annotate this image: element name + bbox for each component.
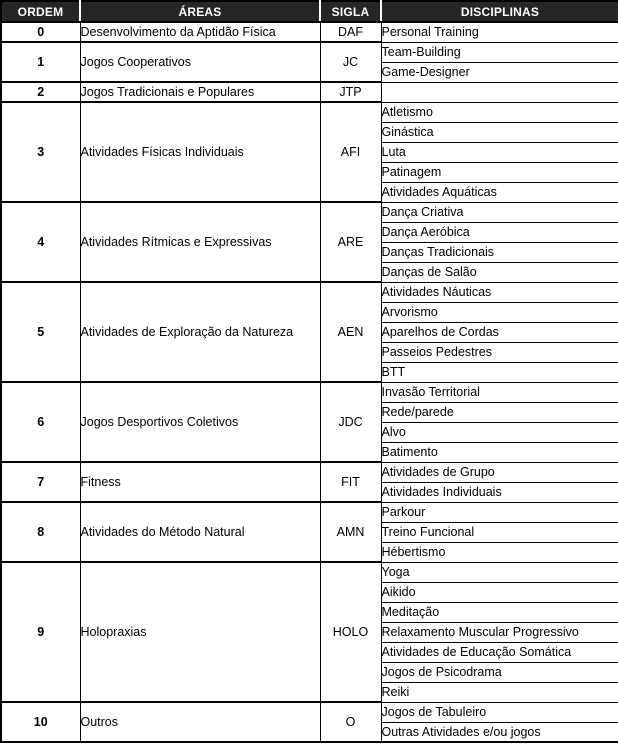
ordem-cell: 3 — [1, 102, 80, 202]
area-cell: Atividades Rítmicas e Expressivas — [80, 202, 320, 282]
disciplina-cell: Batimento — [381, 442, 618, 462]
disciplina-cell: Passeios Pedestres — [381, 342, 618, 362]
disciplina-cell: Meditação — [381, 602, 618, 622]
ordem-cell: 10 — [1, 702, 80, 742]
table-row — [1, 42, 618, 62]
disciplina-cell: BTT — [381, 362, 618, 382]
table-row — [1, 562, 618, 582]
disciplina-cell: Dança Criativa — [381, 202, 618, 222]
area-cell: Atividades do Método Natural — [80, 502, 320, 562]
disciplina-cell: Invasão Territorial — [381, 382, 618, 402]
disciplina-cell: Aikido — [381, 582, 618, 602]
disciplina-cell: Dança Aeróbica — [381, 222, 618, 242]
area-cell: Fitness — [80, 462, 320, 502]
table-row — [1, 382, 618, 402]
area-cell: Jogos Cooperativos — [80, 42, 320, 82]
sigla-cell: AMN — [320, 502, 381, 562]
disciplina-cell: Ginástica — [381, 122, 618, 142]
ordem-cell: 0 — [1, 22, 80, 42]
sigla-cell: AEN — [320, 282, 381, 382]
area-cell: Jogos Tradicionais e Populares — [80, 82, 320, 102]
table-row — [1, 22, 618, 42]
disciplina-cell: Atividades Individuais — [381, 482, 618, 502]
area-cell: Desenvolvimento da Aptidão Física — [80, 22, 320, 42]
area-cell: Outros — [80, 702, 320, 742]
disciplina-cell: Outras Atividades e/ou jogos — [381, 722, 618, 742]
disciplina-cell — [381, 82, 618, 102]
disciplina-cell: Team-Building — [381, 42, 618, 62]
disciplina-cell: Treino Funcional — [381, 522, 618, 542]
disciplina-cell: Alvo — [381, 422, 618, 442]
disciplina-cell: Aparelhos de Cordas — [381, 322, 618, 342]
ordem-cell: 6 — [1, 382, 80, 462]
ordem-cell: 9 — [1, 562, 80, 702]
sigla-cell: O — [320, 702, 381, 742]
disciplina-cell: Personal Training — [381, 22, 618, 42]
table-row — [1, 202, 618, 222]
sigla-cell: JTP — [320, 82, 381, 102]
sigla-cell: FIT — [320, 462, 381, 502]
table-row — [1, 102, 618, 122]
table-row — [1, 462, 618, 482]
sigla-cell: DAF — [320, 22, 381, 42]
disciplina-cell: Danças Tradicionais — [381, 242, 618, 262]
disciplina-cell: Patinagem — [381, 162, 618, 182]
area-cell: Holopraxias — [80, 562, 320, 702]
table-row — [1, 282, 618, 302]
sigla-cell: JDC — [320, 382, 381, 462]
disciplina-cell: Rede/parede — [381, 402, 618, 422]
area-cell: Jogos Desportivos Coletivos — [80, 382, 320, 462]
disciplina-cell: Parkour — [381, 502, 618, 522]
disciplina-cell: Jogos de Tabuleiro — [381, 702, 618, 722]
column-header-sigla: SIGLA — [320, 1, 381, 22]
column-header-areas: ÁREAS — [80, 1, 320, 22]
area-cell: Atividades de Exploração da Natureza — [80, 282, 320, 382]
sigla-cell: HOLO — [320, 562, 381, 702]
column-header-ordem: ORDEM — [1, 1, 80, 22]
disciplina-cell: Atividades Náuticas — [381, 282, 618, 302]
disciplina-cell: Game-Designer — [381, 62, 618, 82]
disciplina-cell: Atividades de Educação Somática — [381, 642, 618, 662]
disciplina-cell: Atividades de Grupo — [381, 462, 618, 482]
disciplina-cell: Relaxamento Muscular Progressivo — [381, 622, 618, 642]
disciplina-cell: Atletismo — [381, 102, 618, 122]
disciplina-cell: Danças de Salão — [381, 262, 618, 282]
table-row — [1, 502, 618, 522]
ordem-cell: 1 — [1, 42, 80, 82]
disciplina-cell: Atividades Aquáticas — [381, 182, 618, 202]
ordem-cell: 7 — [1, 462, 80, 502]
table-row — [1, 702, 618, 722]
table-body — [1, 22, 618, 742]
sigla-cell: ARE — [320, 202, 381, 282]
sigla-cell: AFI — [320, 102, 381, 202]
ordem-cell: 8 — [1, 502, 80, 562]
sigla-cell: JC — [320, 42, 381, 82]
ordem-cell: 4 — [1, 202, 80, 282]
header-row — [1, 1, 618, 22]
table-row — [1, 82, 618, 102]
ordem-cell: 5 — [1, 282, 80, 382]
disciplina-cell: Luta — [381, 142, 618, 162]
area-cell: Atividades Físicas Individuais — [80, 102, 320, 202]
disciplina-cell: Arvorismo — [381, 302, 618, 322]
disciplina-cell: Yoga — [381, 562, 618, 582]
ordem-cell: 2 — [1, 82, 80, 102]
disciplina-cell: Hébertismo — [381, 542, 618, 562]
disciplina-cell: Reiki — [381, 682, 618, 702]
column-header-disciplinas: DISCIPLINAS — [381, 1, 618, 22]
disciplina-cell: Jogos de Psicodrama — [381, 662, 618, 682]
